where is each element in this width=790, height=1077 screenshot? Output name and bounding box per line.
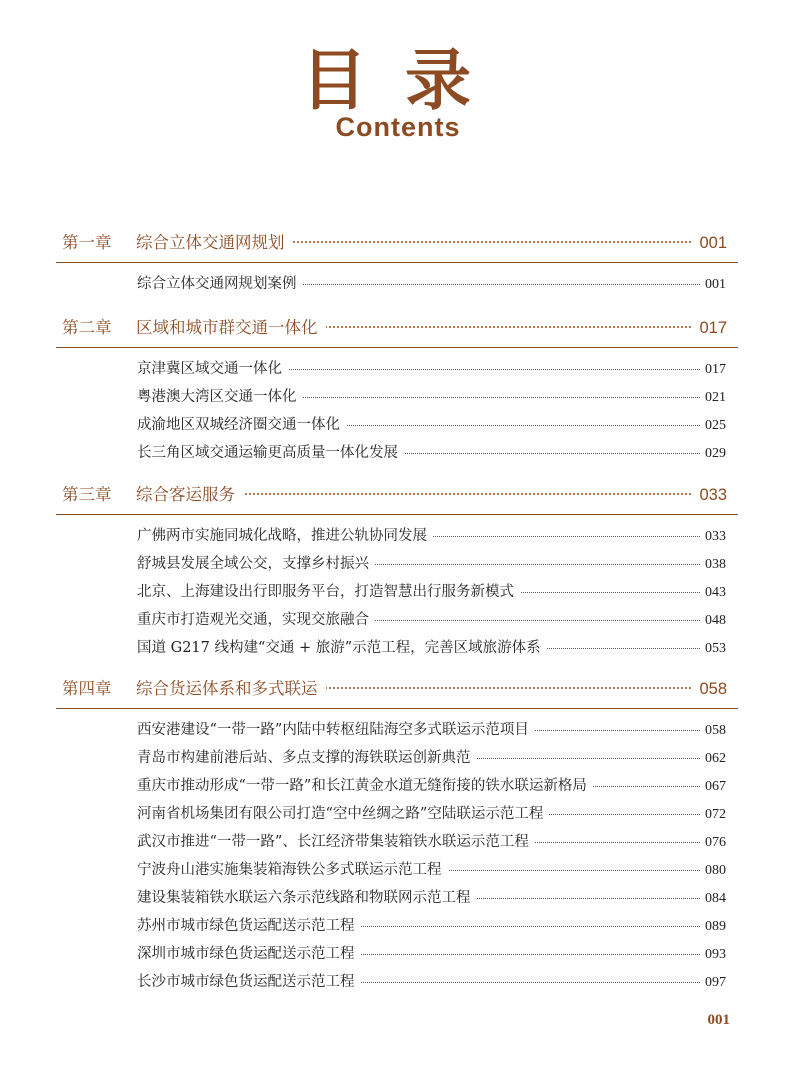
entry-page-number: 029 <box>700 442 726 466</box>
entry-title: 广佛两市实施同城化战略，推进公轨协同发展 <box>137 524 433 548</box>
entry-page-number: 043 <box>700 581 726 605</box>
entry-page-number: 053 <box>700 637 726 661</box>
chapter-number: 第三章 <box>62 485 112 504</box>
toc-entry[interactable] <box>0 746 790 772</box>
entry-page-number: 076 <box>700 831 726 855</box>
entry-page-number: 097 <box>700 971 726 995</box>
entry-title: 重庆市打造观光交通，实现交旅融合 <box>137 608 375 632</box>
chapter-divider <box>56 347 738 348</box>
entry-title: 北京、上海建设出行即服务平台，打造智慧出行服务新模式 <box>137 580 520 604</box>
entry-title: 青岛市构建前港后站、多点支撑的海铁联运创新典范 <box>137 746 477 770</box>
toc-entry[interactable] <box>0 970 790 996</box>
chapter-page-number: 058 <box>693 676 727 702</box>
page-number: 001 <box>707 1012 730 1028</box>
entry-page-number: 067 <box>700 775 726 799</box>
toc-entry[interactable] <box>0 886 790 912</box>
entry-title: 舒城县发展全域公交，支撑乡村振兴 <box>137 552 375 576</box>
chapter-divider <box>56 708 738 709</box>
chapter-heading[interactable] <box>0 315 790 345</box>
toc-entry[interactable] <box>0 580 790 606</box>
entry-title: 粤港澳大湾区交通一体化 <box>137 385 303 409</box>
entry-page-number: 084 <box>700 887 726 911</box>
chapter-heading[interactable] <box>0 482 790 512</box>
entry-title: 综合立体交通网规划案例 <box>137 272 303 296</box>
entry-title: 国道 G217 线构建“交通 + 旅游”示范工程，完善区域旅游体系 <box>137 636 547 660</box>
entry-title: 京津冀区域交通一体化 <box>137 357 288 381</box>
entry-title: 西安港建设“一带一路”内陆中转枢纽陆海空多式联运示范项目 <box>137 718 535 742</box>
entry-page-number: 093 <box>700 943 726 967</box>
entry-page-number: 021 <box>700 386 726 410</box>
chapter-heading[interactable] <box>0 676 790 706</box>
chapter-page-number: 017 <box>693 315 727 341</box>
entry-page-number: 062 <box>700 747 726 771</box>
entry-page-number: 080 <box>700 859 726 883</box>
entry-page-number: 033 <box>700 525 726 549</box>
toc-entry[interactable] <box>0 718 790 744</box>
entry-title: 苏州市城市绿色货运配送示范工程 <box>137 914 361 938</box>
chapter-title: 综合立体交通网规划 <box>136 230 293 256</box>
entry-page-number: 048 <box>700 609 726 633</box>
toc-entry[interactable] <box>0 272 790 298</box>
chapter-title: 区域和城市群交通一体化 <box>136 315 326 341</box>
chapter-number: 第二章 <box>62 318 112 337</box>
entry-page-number: 025 <box>700 414 726 438</box>
toc-entry[interactable] <box>0 942 790 968</box>
chapter-page-number: 001 <box>693 230 727 256</box>
chapter-heading[interactable] <box>0 230 790 260</box>
toc-entry[interactable] <box>0 413 790 439</box>
entry-title: 建设集装箱铁水联运六条示范线路和物联网示范工程 <box>137 886 477 910</box>
chapter-divider <box>56 514 738 515</box>
entry-title: 重庆市推动形成“一带一路”和长江黄金水道无缝衔接的铁水联运新格局 <box>137 774 593 798</box>
chapter-title: 综合货运体系和多式联运 <box>136 676 326 702</box>
entry-page-number: 089 <box>700 915 726 939</box>
page-subtitle: Contents <box>335 112 461 142</box>
toc-entry[interactable] <box>0 858 790 884</box>
entry-title: 深圳市城市绿色货运配送示范工程 <box>137 942 361 966</box>
entry-page-number: 001 <box>700 273 726 297</box>
entry-title: 宁波舟山港实施集装箱海铁公多式联运示范工程 <box>137 858 448 882</box>
toc-entry[interactable] <box>0 914 790 940</box>
toc-entry[interactable] <box>0 524 790 550</box>
toc-entry[interactable] <box>0 636 790 662</box>
toc-entry[interactable] <box>0 830 790 856</box>
entry-title: 长三角区域交通运输更高质量一体化发展 <box>137 441 404 465</box>
toc-entry[interactable] <box>0 385 790 411</box>
entry-title: 河南省机场集团有限公司打造“空中丝绸之路”空陆联运示范工程 <box>137 802 549 826</box>
chapter-divider <box>56 262 738 263</box>
toc-entry[interactable] <box>0 774 790 800</box>
toc-entry[interactable] <box>0 802 790 828</box>
entry-page-number: 058 <box>700 719 726 743</box>
chapter-number: 第一章 <box>62 233 112 252</box>
toc-entry[interactable] <box>0 357 790 383</box>
toc-entry[interactable] <box>0 441 790 467</box>
chapter-title: 综合客运服务 <box>136 482 243 508</box>
page-title: 目录 <box>301 41 509 119</box>
chapter-number: 第四章 <box>62 679 112 698</box>
toc-entry[interactable] <box>0 608 790 634</box>
entry-page-number: 072 <box>700 803 726 827</box>
toc-entry[interactable] <box>0 552 790 578</box>
chapter-page-number: 033 <box>693 482 727 508</box>
entry-title: 长沙市城市绿色货运配送示范工程 <box>137 970 361 994</box>
entry-title: 成渝地区双城经济圈交通一体化 <box>137 413 346 437</box>
entry-page-number: 017 <box>700 358 726 382</box>
entry-title: 武汉市推进“一带一路”、长江经济带集装箱铁水联运示范工程 <box>137 830 535 854</box>
entry-page-number: 038 <box>700 553 726 577</box>
